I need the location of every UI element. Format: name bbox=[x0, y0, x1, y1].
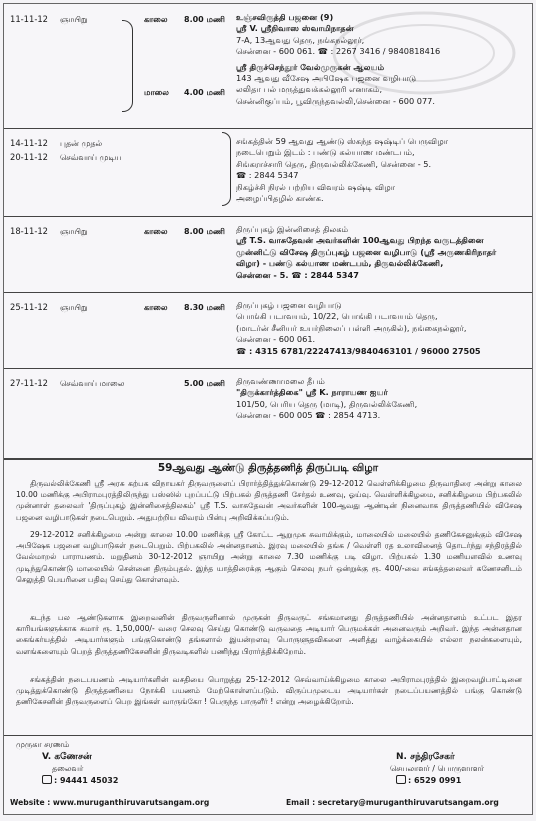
brace-icon bbox=[122, 20, 133, 112]
event-line: சென்னை - 600 061. ☎ : 2267 3416 / 9840818416 bbox=[236, 46, 441, 57]
brace-icon bbox=[222, 132, 231, 206]
event-line: 7-A, 13ஆவது தெரு, நங்கநல்லூர், bbox=[236, 34, 365, 45]
event-line: அழைப்பிதழில் காண்க. bbox=[236, 193, 324, 204]
event-date: 18-11-12 bbox=[10, 226, 49, 236]
phone-icon bbox=[42, 775, 52, 784]
signature-phone: : 6529 0991 bbox=[408, 776, 462, 785]
event-day: புதன் முதல் bbox=[60, 139, 103, 148]
event-title: திருவண்ணாமலை தீபம் bbox=[236, 376, 325, 386]
event-time: 8.30 மணி bbox=[184, 303, 225, 312]
document-page bbox=[3, 3, 533, 815]
event-details bbox=[236, 136, 528, 204]
event-line: சென்னை - 600 005 ☎ : 2854 4713. bbox=[236, 410, 381, 421]
event-line: சிங்கராச்சாரி தெரு, திருவல்லிக்கேணி, சென்னை - 5. bbox=[236, 158, 432, 169]
event-day: செவ்வாய் முடிய bbox=[60, 153, 122, 162]
event-date: 14-11-12 bbox=[10, 138, 49, 148]
event-details bbox=[236, 12, 528, 107]
event-line: விழா) - பண்டு கல்யாண மண்டபம், திருவல்லிக்கேணி, bbox=[236, 258, 444, 269]
event-day: செவ்வாய் மாலை bbox=[60, 379, 125, 388]
event-date: 20-11-12 bbox=[10, 152, 49, 162]
signature-role: தலைவர் bbox=[52, 764, 84, 773]
event-line: சென்னை - 5. ☎ : 2844 5347 bbox=[236, 269, 359, 280]
signature-left bbox=[16, 739, 118, 787]
event-title: சங்கத்தின் 59 ஆவது ஆண்டு ஸ்கந்த ஷஷ்டிப் பெருவிழா bbox=[236, 136, 449, 146]
event-line: நிகழ்ச்சி நிரல் பற்றிய விவரம் ஷஷ்டி விழா bbox=[236, 181, 396, 192]
event-day: ஞாயிறு bbox=[60, 303, 88, 312]
paragraph: கடந்த பல ஆண்டுகளாக இறைவனின் திருவருளினால் முருகன் திருவருட் சங்கமானது திருத்தணியில் அன்னதானம் உட்பட இதர காரியங்களுக்காக சுமார் ரூ. 1,50,000/- வரை செலவு செய்து கொண்டு வருவதை அடியார் பெருமக்கள் அனைவரும் அறிவர். இந்த அன்னதான கைங்கர்யத்தில் அடியார்களும் பங்குகொண்டு தங்களால் இயன்றளவு பொருளுதவிகளை அளித்து வாழ்க்கையில் எல்லா நலன்களையும், வளங்களையும் பெறத் திருத்தணிகேசனின் திருவடிகளில் பணிந்து பிரார்த்திக்கிறோம். bbox=[16, 613, 522, 656]
event-time-label: காலை bbox=[144, 15, 168, 24]
divider bbox=[4, 128, 532, 129]
event-title: உஞ்சவிருத்தி பஜனை (9) bbox=[236, 12, 334, 22]
divider bbox=[4, 368, 532, 369]
event-line: லலிதா பல் மருத்துவக்கல்லூரி எனாகம், bbox=[236, 84, 383, 95]
event-line: முன்னிட்டு விசேஷ திருப்புகழ் பஜனை வழிபாடு (ஸ்ரீ அருணகிரிநாதர் bbox=[236, 246, 497, 257]
divider bbox=[4, 216, 532, 217]
event-time: 5.00 மணி bbox=[184, 379, 225, 388]
website-link[interactable]: Website : www.muruganthiruvarutsangam.org bbox=[10, 798, 210, 807]
event-date: 27-11-12 bbox=[10, 378, 49, 388]
schedule-entry bbox=[4, 296, 532, 366]
schedule-entry bbox=[4, 372, 532, 434]
signature-role: செயலாளர் / பொருளாளர் bbox=[390, 764, 485, 773]
event-line: ஸ்ரீ T.S. வாசுதேவன் அவர்களின் 100ஆவது பிறந்த வருடத்தினை bbox=[236, 235, 484, 246]
event-line: (மாடர்ன் சீனியர் உயர்நிலைப் பள்ளி அருகில்), நங்கைநல்லூர், bbox=[236, 322, 467, 333]
paragraph: திருவல்லிக்கேணி ஸ்ரீ அரசு கற்பக விநாயகர் திருவருளைப் பிரார்த்தித்துக்கொண்டு 29-12-2012 வெள்ளிக்கிழமை திருவாதிரை அன்று காலை 10.00 மணிக்கு அபிராமபுரத்திலிருந்து பஸ்ஸில் புறப்பட்டு பிற்பகல் திருத்தணி சேர்தல் உணவு, ஓய்வு. வெள்ளிக்கிழமை, சனிக்கிழமை பிற்பகலில் முன்னாள் தலைவர் 'திருப்புகழ் இன்னிசைத்திலகம்' ஸ்ரீ T.S. வாசுதேவன் அவர்களின் 100ஆவது ஆண்டின் நினைவாக திருத்தணியில் விசேஷ பஜனை வழிபாடுகள் நடைபெறும். அதுபற்றிய விவரம் பின்பு அறிவிக்கப்படும். bbox=[16, 479, 522, 522]
event-line: ஸ்ரீ V. ஸ்ரீநிவாஸ ஸ்வாமிநாதன் bbox=[236, 23, 354, 34]
signature-name: N. சந்திரசேகர் bbox=[396, 752, 455, 762]
event-date: 25-11-12 bbox=[10, 302, 49, 312]
event-line: பொங்கி படாவயம், 10/22, பொங்கி படாவயம் தெரு, bbox=[236, 311, 438, 322]
event-time-label: காலை bbox=[144, 227, 168, 236]
event-line: ☎ : 4315 6781/22247413/9840463101 / 96000 27505 bbox=[236, 345, 481, 356]
event-title: ஸ்ரீ திருச்செந்தூர் வேல்முருகன் ஆலயம் bbox=[236, 61, 385, 72]
divider bbox=[4, 735, 532, 736]
event-title: திருப்புகழ் பஜனை வழிபாடு bbox=[236, 300, 342, 310]
schedule-entry bbox=[4, 220, 532, 290]
divider bbox=[4, 458, 532, 460]
event-time: 8.00 மணி bbox=[184, 227, 225, 236]
schedule-entry bbox=[4, 132, 532, 212]
schedule-entry bbox=[4, 8, 532, 123]
event-day: ஞாயிறு bbox=[60, 15, 88, 24]
section-title: 59ஆவது ஆண்டு திருத்தணித் திருப்படி விழா bbox=[157, 462, 379, 474]
divider bbox=[4, 292, 532, 293]
signature-name: V. கணேசன் bbox=[42, 752, 92, 762]
event-title: திருப்புகழ் இன்னிசைத் திலகம் bbox=[236, 224, 349, 234]
event-line: 101/50, பெரிய தெரு (மாடி), திருவல்லிக்கேணி, bbox=[236, 398, 418, 409]
event-time-label: காலை bbox=[144, 303, 168, 312]
paragraph: சங்கத்தின் நடைபயணம் அடியார்களின் வசதியை பொறுத்து 25-12-2012 செவ்வாய்க்கிழமை காலை அபிராமபுரத்தில் இறைவழிபாட்டினை முடித்துக்கொண்டு திருத்தணியை நோக்கி பயணம் மேற்கொள்ளப்படும். விருப்பமுடைய அடியார்கள் நடைப்பயணத்தில் பங்கு கொண்டு தணிகேசனின் திருவருளைப் பெற இங்கள் வாருங்கோ ! பெருந்த பாருளீர் ! என்று அழைக்கிறோம். bbox=[16, 675, 522, 707]
event-line: 143 ஆவது வீசேஷ அபிஷேக பஜனை வழிபாடு bbox=[236, 73, 417, 84]
event-line: சென்னை - 600 061. bbox=[236, 334, 316, 345]
event-line: ☎ : 2844 5347 bbox=[236, 170, 299, 181]
event-day: ஞாயிறு bbox=[60, 227, 88, 236]
paragraph: 29-12-2012 சனிக்கிழமை அன்று காலை 10.00 மணிக்கு ஸ்ரீ கோட்ட ஆறுமுக சுவாமிக்கும், மாலையில் மலையில் தணிகேசனுக்கும் விசேஷ அபிஷேக பஜனை வழிபாடுகள் நடைபெறும். பிற்பகலில் அன்னதானம். இரவு மலையில் தங்க / வெள்ளி ரத உலாவினைத் தொடர்ந்து சந்திரத்தில் வேல்மாறல் பாராயணம். மறுதினம் 30-12-2012 ஞாயிறு அன்று காலை 7.30 மணிக்கு படி விழா. பிற்பகல் 1.30 மணியளவில் உணவு முடிந்துகொண்டு மாலையில் சென்னை திரும்புதல். இந்த யாத்திரைக்கு ஆகும் செலவு நபர் ஒன்றுக்கு ரூ. 400/-வை சங்கத்தலைவர் கணேசனிடம் செலுத்தி பெயரினை பதிவு செய்து கொள்ளவும். bbox=[16, 530, 522, 584]
event-time-label: மாலை bbox=[144, 88, 169, 97]
event-date: 11-11-12 bbox=[10, 14, 49, 24]
event-details bbox=[236, 376, 528, 422]
event-details bbox=[236, 224, 528, 281]
event-line: நடைபெறும் இடம் : பண்டு கல்யாண மண்டபம், bbox=[236, 147, 415, 158]
signature-right bbox=[390, 751, 485, 787]
signature-phone: : 94441 45032 bbox=[54, 776, 119, 785]
email-link[interactable]: Email : secretary@muruganthiruvarutsangam.org bbox=[286, 798, 499, 807]
event-details bbox=[236, 300, 528, 357]
signature-greeting: முருகா சரணம் bbox=[16, 740, 70, 749]
event-line: "திருக்கார்த்திகை" ஸ்ரீ K. நாராயண ஐயர் bbox=[236, 387, 388, 398]
event-time: 8.00 மணி bbox=[184, 15, 225, 24]
phone-icon bbox=[396, 775, 406, 784]
event-line: சென்னிகுப்பம், பூவிருந்தவல்லி,சென்னை - 600 077. bbox=[236, 95, 435, 106]
event-time: 4.00 மணி bbox=[184, 88, 225, 97]
